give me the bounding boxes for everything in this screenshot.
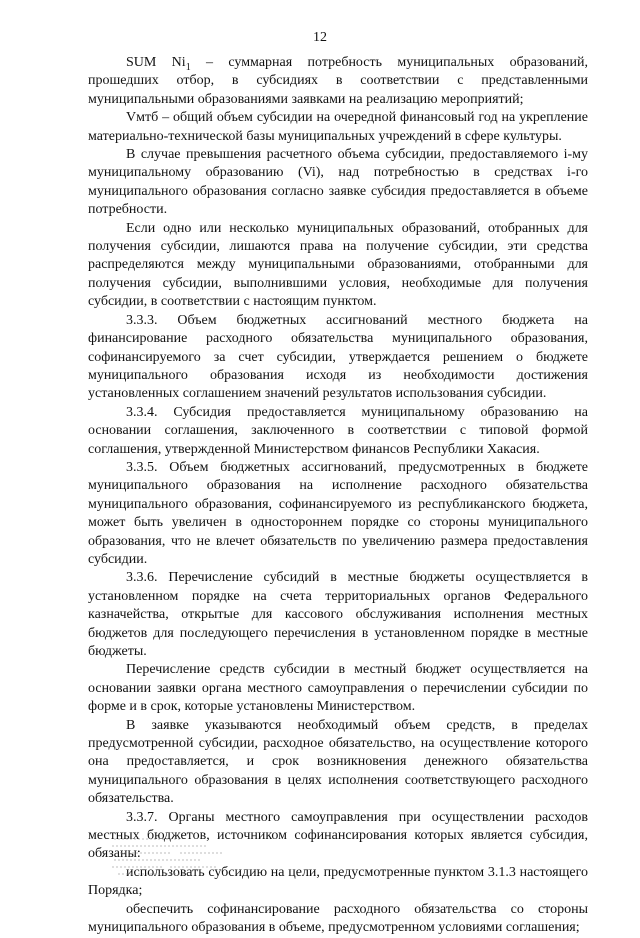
application-contents-paragraph: В заявке указываются необходимый объем средств, в пределах предусмотренной субсидии, расходное обязательство, на осуществление которого она предоставляется, и срок возникновения денежного обязательства муниципального образования в целях исполнения соответствующего расходного обязательства. bbox=[88, 717, 588, 807]
sum-ni-text: SUM Ni bbox=[126, 55, 186, 70]
redistribution-paragraph: Если одно или несколько муниципальных образований, отобранных для получения субсидии, лишаются права на получение субсидии, эти средства распределяются между муниципальными образованиями, отобранными для получения субсидии, выполнившими условия, необходимые для получения субсидии, в соответствии с настоящим пунктом. bbox=[88, 220, 588, 310]
vmtb-definition: Vмтб – общий объем субсидии на очередной финансовый год на укрепление материально-технической базы муниципальных учреждений в сфере культуры. bbox=[88, 110, 588, 144]
clause-3-3-3: 3.3.3. Объем бюджетных ассигнований местного бюджета на финансирование расходного обязательства муниципального образования, софинансируемого за счет субсидии, утверждается решением о бюджете муниципального образования исходя из необходимости достижения установленных соглашением значений результатов использования субсидии. bbox=[88, 312, 588, 402]
clause-3-3-4: 3.3.4. Субсидия предоставляется муниципальному образованию на основании соглашения, заключенного в соответствии с типовой формой соглашения, утвержденной Министерством финансов Республики Хакасия. bbox=[88, 404, 588, 457]
sum-ni-definition bbox=[88, 54, 588, 109]
obligation-item-2: обеспечить софинансирование расходного обязательства со стороны муниципального образования в объеме, предусмотренном условиями соглашения; bbox=[88, 901, 588, 936]
clause-3-3-6: 3.3.6. Перечисление субсидий в местные бюджеты осуществляется в установленном порядке на счета территориальных органов Федерального казначейства, открытые для кассового обслуживания исполнения местных бюджетов для последующего перечисления в установленном порядке в местные бюджеты. bbox=[88, 570, 588, 659]
obligation-item-1: использовать субсидию на цели, предусмотренные пунктом 3.1.3 настоящего Порядка; bbox=[88, 864, 588, 899]
sum-ni-description: – суммарная потребность муниципальных образований, прошедших отбор, в субсидиях в соответствии с представленными муниципальными образованиями заявками на реализацию мероприятий; bbox=[88, 55, 588, 107]
clause-3-3-7: 3.3.7. Органы местного самоуправления при осуществлении расходов местных бюджетов, источником софинансирования которых является субсидия, обязаны: bbox=[88, 809, 588, 862]
excess-case-paragraph: В случае превышения расчетного объема субсидии, предоставляемого i-му муниципальному образованию (Vi), над потребностью в средствах i-го муниципального образования согласно заявке субсидия предоставляется в объеме потребности. bbox=[88, 147, 588, 218]
page-number: 12 bbox=[313, 30, 327, 45]
clause-3-3-5: 3.3.5. Объем бюджетных ассигнований, предусмотренных в бюджете муниципального образования на исполнение расходного обязательства муниципального образования, софинансируемого из республиканского бюджета, может быть увеличен в одностороннем порядке со стороны муниципального образования, что не влечет обязательств по увеличению размера предоставления субсидии. bbox=[88, 459, 588, 567]
transfer-basis-paragraph: Перечисление средств субсидии в местный бюджет осуществляется на основании заявки органа местного самоуправления о перечислении субсидии по форме и в срок, которые установлены Министерством. bbox=[88, 662, 588, 715]
faded-stamp-mark bbox=[112, 835, 227, 877]
sum-ni-subscript: 1 bbox=[185, 61, 191, 73]
document-body bbox=[88, 54, 588, 938]
